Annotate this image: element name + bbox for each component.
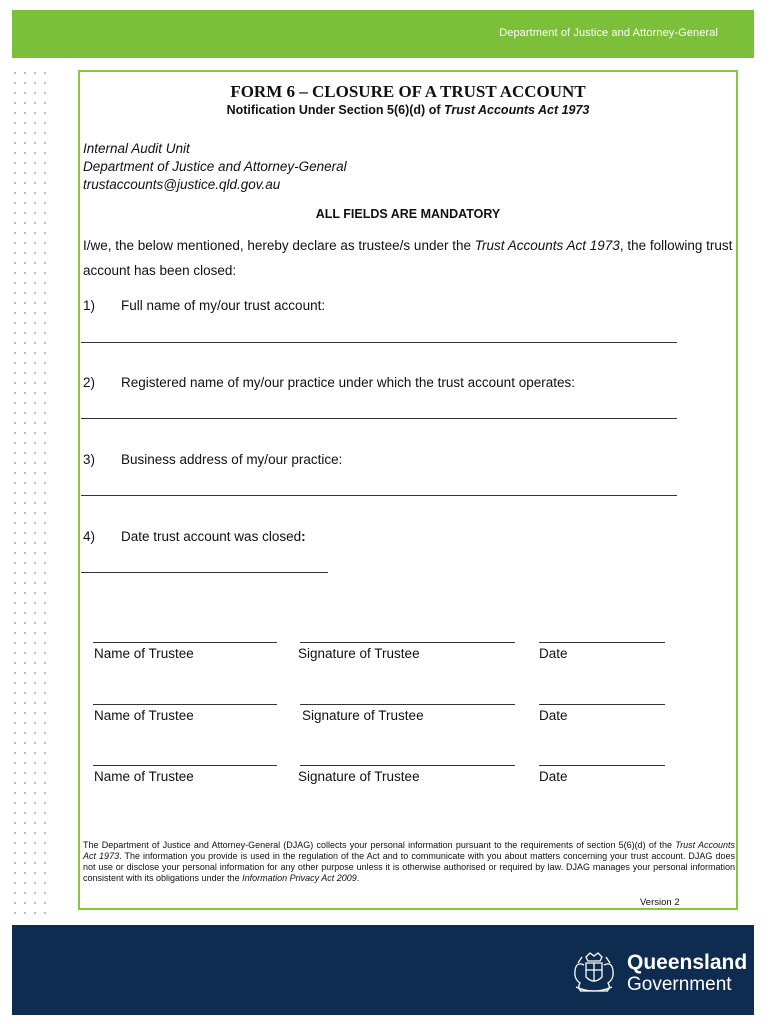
privacy-act-2: Information Privacy Act 2009 [242, 873, 357, 883]
question-4-label [121, 529, 306, 544]
question-4-number: 4) [83, 529, 96, 544]
business-address-field[interactable] [81, 495, 677, 496]
question-1-label: Full name of my/our trust account: [121, 298, 326, 313]
department-name: Department of Justice and Attorney-General [499, 27, 718, 39]
recipient-address [83, 140, 347, 194]
trustee-date-label: Date [539, 769, 568, 784]
trustee-date-field[interactable] [539, 765, 665, 766]
trustee-signature-label: Signature of Trustee [298, 646, 420, 661]
intro-act: Trust Accounts Act 1973 [474, 238, 620, 253]
dot-pattern-decoration [10, 68, 54, 918]
trustee-signature-label: Signature of Trustee [302, 708, 424, 723]
trustee-date-label: Date [539, 646, 568, 661]
address-line-department: Department of Justice and Attorney-General [83, 159, 347, 174]
question-3-number: 3) [83, 452, 96, 467]
form-subtitle [78, 103, 738, 117]
trustee-date-field[interactable] [539, 642, 665, 643]
subtitle-prefix: Notification Under Section 5(6)(d) of [226, 103, 444, 117]
trustee-name-label: Name of Trustee [94, 708, 194, 723]
trustee-name-field[interactable] [93, 704, 277, 705]
form-title: FORM 6 – CLOSURE OF A TRUST ACCOUNT [230, 82, 586, 101]
privacy-part-2: . The information you provide is used in the regulation of the Act and to communicate with you about matters concerning your trust account. DJAG does not use or disclose your personal information for any other purpose unless it is otherwise authorised or required by law. DJAG manages your personal information consistent with its obligations under the [83, 851, 735, 883]
trustee-date-field[interactable] [539, 704, 665, 705]
trustee-signature-field[interactable] [300, 704, 515, 705]
header-banner [12, 10, 754, 58]
question-4-text: Date trust account was closed [121, 529, 302, 544]
date-closed-field[interactable] [81, 572, 328, 573]
trustee-name-label: Name of Trustee [94, 646, 194, 661]
queensland-crest-icon [566, 943, 622, 999]
trustee-name-field[interactable] [93, 765, 277, 766]
question-1-number: 1) [83, 298, 96, 313]
privacy-act-1: Trust Accounts Act 1973 [83, 840, 735, 861]
question-3-label: Business address of my/our practice: [121, 452, 343, 467]
trustee-name-label: Name of Trustee [94, 769, 194, 784]
subtitle-act: Trust Accounts Act 1973 [443, 103, 590, 117]
question-4-suffix: : [301, 529, 306, 544]
privacy-notice [83, 840, 735, 884]
government-logo-text: Government [627, 974, 732, 995]
trustee-signature-field[interactable] [300, 765, 515, 766]
privacy-part-3: . [356, 873, 360, 883]
practice-name-field[interactable] [81, 418, 677, 419]
intro-before: I/we, the below mentioned, hereby declare as trustee/s under the [83, 238, 475, 253]
question-2-number: 2) [83, 375, 96, 390]
mandatory-notice: ALL FIELDS ARE MANDATORY [315, 207, 501, 221]
question-2-label: Registered name of my/our practice under which the trust account operates: [121, 375, 575, 390]
address-line-email: trustaccounts@justice.qld.gov.au [83, 177, 281, 192]
trustee-name-field[interactable] [93, 642, 277, 643]
intro-after: , the following trust account has been closed: [83, 238, 733, 278]
privacy-part-1: The Department of Justice and Attorney-General (DJAG) collects your personal information pursuant to the requirements of section 5(6)(d) of the [83, 840, 676, 850]
trustee-date-label: Date [539, 708, 568, 723]
trust-account-name-field[interactable] [81, 342, 677, 343]
queensland-logo-text: Queensland [627, 951, 748, 974]
declaration-text [83, 233, 733, 283]
trustee-signature-label: Signature of Trustee [298, 769, 420, 784]
address-line-unit: Internal Audit Unit [83, 141, 190, 156]
form-frame [78, 70, 738, 910]
version-label: Version 2 [640, 897, 680, 908]
trustee-signature-field[interactable] [300, 642, 515, 643]
